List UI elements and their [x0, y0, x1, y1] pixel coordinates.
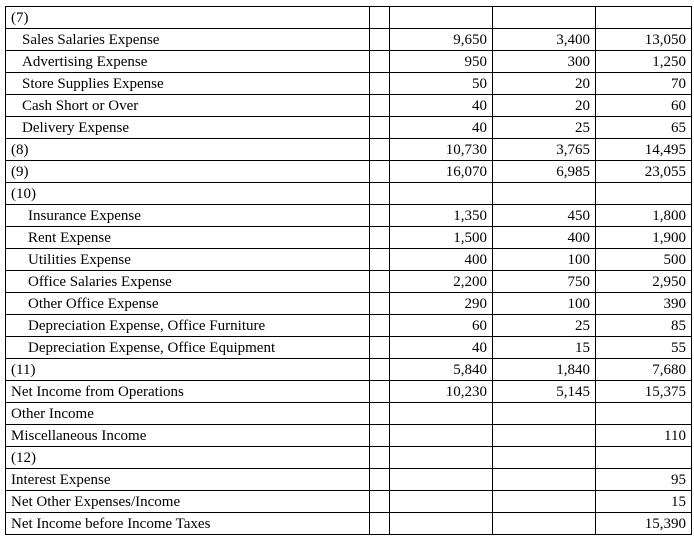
amount-col-2: 300: [493, 51, 596, 73]
row-label: (11): [6, 359, 370, 381]
table-row: [6, 7, 692, 29]
amount-total: 13,050: [596, 29, 692, 51]
amount-col-2: 100: [493, 293, 596, 315]
amount-col-1: 9,650: [390, 29, 493, 51]
table-row: [6, 513, 692, 535]
amount-col-1: 10,730: [390, 139, 493, 161]
amount-col-2: 3,765: [493, 139, 596, 161]
amount-col-2: 100: [493, 249, 596, 271]
amount-total: [596, 7, 692, 29]
row-label: (12): [6, 447, 370, 469]
spacer-cell: [370, 425, 390, 447]
spacer-cell: [370, 271, 390, 293]
amount-total: 65: [596, 117, 692, 139]
spacer-cell: [370, 227, 390, 249]
income-statement-table: [5, 6, 692, 535]
row-label: Miscellaneous Income: [6, 425, 370, 447]
row-label: Insurance Expense: [6, 205, 370, 227]
amount-col-2: 15: [493, 337, 596, 359]
spacer-cell: [370, 29, 390, 51]
amount-col-1: [390, 513, 493, 535]
table-row: [6, 161, 692, 183]
amount-col-1: 950: [390, 51, 493, 73]
amount-total: 55: [596, 337, 692, 359]
amount-col-2: 6,985: [493, 161, 596, 183]
table-row: [6, 337, 692, 359]
spacer-cell: [370, 183, 390, 205]
table-row: [6, 425, 692, 447]
amount-col-2: [493, 469, 596, 491]
spacer-cell: [370, 513, 390, 535]
amount-total: 14,495: [596, 139, 692, 161]
spacer-cell: [370, 117, 390, 139]
amount-col-1: [390, 447, 493, 469]
row-label: Other Income: [6, 403, 370, 425]
table-row: [6, 271, 692, 293]
amount-col-2: 750: [493, 271, 596, 293]
amount-col-2: 1,840: [493, 359, 596, 381]
spacer-cell: [370, 73, 390, 95]
amount-total: 15: [596, 491, 692, 513]
amount-col-1: 60: [390, 315, 493, 337]
amount-col-2: 400: [493, 227, 596, 249]
amount-col-2: [493, 447, 596, 469]
spacer-cell: [370, 51, 390, 73]
table-row: [6, 205, 692, 227]
amount-total: 95: [596, 469, 692, 491]
table-row: [6, 381, 692, 403]
amount-total: 390: [596, 293, 692, 315]
row-label: Depreciation Expense, Office Equipment: [6, 337, 370, 359]
amount-total: 1,900: [596, 227, 692, 249]
amount-col-1: 2,200: [390, 271, 493, 293]
spacer-cell: [370, 491, 390, 513]
amount-total: 1,250: [596, 51, 692, 73]
table-row: [6, 491, 692, 513]
amount-total: 7,680: [596, 359, 692, 381]
amount-col-1: 1,500: [390, 227, 493, 249]
amount-total: 2,950: [596, 271, 692, 293]
amount-col-2: 5,145: [493, 381, 596, 403]
table-row: [6, 227, 692, 249]
spacer-cell: [370, 403, 390, 425]
amount-total: 85: [596, 315, 692, 337]
table-row: [6, 315, 692, 337]
row-label: (7): [6, 7, 370, 29]
row-label: Net Income before Income Taxes: [6, 513, 370, 535]
amount-col-1: 40: [390, 337, 493, 359]
table-row: [6, 293, 692, 315]
table-row: [6, 359, 692, 381]
amount-total: 70: [596, 73, 692, 95]
amount-col-2: [493, 491, 596, 513]
table-row: [6, 117, 692, 139]
amount-total: 15,390: [596, 513, 692, 535]
amount-total: [596, 403, 692, 425]
spacer-cell: [370, 249, 390, 271]
amount-col-2: 450: [493, 205, 596, 227]
row-label: Rent Expense: [6, 227, 370, 249]
spacer-cell: [370, 337, 390, 359]
spacer-cell: [370, 359, 390, 381]
amount-col-1: [390, 425, 493, 447]
amount-total: 23,055: [596, 161, 692, 183]
amount-col-1: 290: [390, 293, 493, 315]
table-row: [6, 183, 692, 205]
amount-total: 1,800: [596, 205, 692, 227]
amount-col-2: 25: [493, 117, 596, 139]
amount-col-1: [390, 403, 493, 425]
table-row: [6, 249, 692, 271]
amount-col-2: 20: [493, 73, 596, 95]
amount-total: 110: [596, 425, 692, 447]
table-row: [6, 403, 692, 425]
row-label: Advertising Expense: [6, 51, 370, 73]
amount-col-2: [493, 183, 596, 205]
amount-col-1: 400: [390, 249, 493, 271]
spacer-cell: [370, 469, 390, 491]
row-label: Interest Expense: [6, 469, 370, 491]
amount-col-2: 25: [493, 315, 596, 337]
table-row: [6, 447, 692, 469]
table-row: [6, 139, 692, 161]
amount-col-1: 5,840: [390, 359, 493, 381]
row-label: Sales Salaries Expense: [6, 29, 370, 51]
spacer-cell: [370, 139, 390, 161]
row-label: (8): [6, 139, 370, 161]
row-label: Net Income from Operations: [6, 381, 370, 403]
row-label: Cash Short or Over: [6, 95, 370, 117]
row-label: Other Office Expense: [6, 293, 370, 315]
row-label: (10): [6, 183, 370, 205]
row-label: (9): [6, 161, 370, 183]
table-row: [6, 51, 692, 73]
amount-col-1: 16,070: [390, 161, 493, 183]
table-row: [6, 73, 692, 95]
amount-total: 500: [596, 249, 692, 271]
amount-col-2: [493, 7, 596, 29]
table-row: [6, 469, 692, 491]
spacer-cell: [370, 205, 390, 227]
amount-total: 60: [596, 95, 692, 117]
row-label: Net Other Expenses/Income: [6, 491, 370, 513]
spacer-cell: [370, 7, 390, 29]
row-label: Store Supplies Expense: [6, 73, 370, 95]
row-label: Depreciation Expense, Office Furniture: [6, 315, 370, 337]
amount-col-2: [493, 425, 596, 447]
amount-col-1: 40: [390, 95, 493, 117]
spacer-cell: [370, 161, 390, 183]
amount-col-1: 40: [390, 117, 493, 139]
spacer-cell: [370, 381, 390, 403]
amount-col-2: [493, 403, 596, 425]
spacer-cell: [370, 95, 390, 117]
table-row: [6, 29, 692, 51]
table-row: [6, 95, 692, 117]
amount-col-2: 20: [493, 95, 596, 117]
amount-col-1: [390, 491, 493, 513]
amount-total: [596, 183, 692, 205]
spacer-cell: [370, 447, 390, 469]
amount-col-2: [493, 513, 596, 535]
amount-col-1: [390, 183, 493, 205]
amount-col-1: [390, 469, 493, 491]
spacer-cell: [370, 315, 390, 337]
amount-total: [596, 447, 692, 469]
row-label: Office Salaries Expense: [6, 271, 370, 293]
amount-col-1: [390, 7, 493, 29]
row-label: Utilities Expense: [6, 249, 370, 271]
amount-col-1: 10,230: [390, 381, 493, 403]
amount-total: 15,375: [596, 381, 692, 403]
spacer-cell: [370, 293, 390, 315]
amount-col-1: 50: [390, 73, 493, 95]
amount-col-2: 3,400: [493, 29, 596, 51]
row-label: Delivery Expense: [6, 117, 370, 139]
amount-col-1: 1,350: [390, 205, 493, 227]
